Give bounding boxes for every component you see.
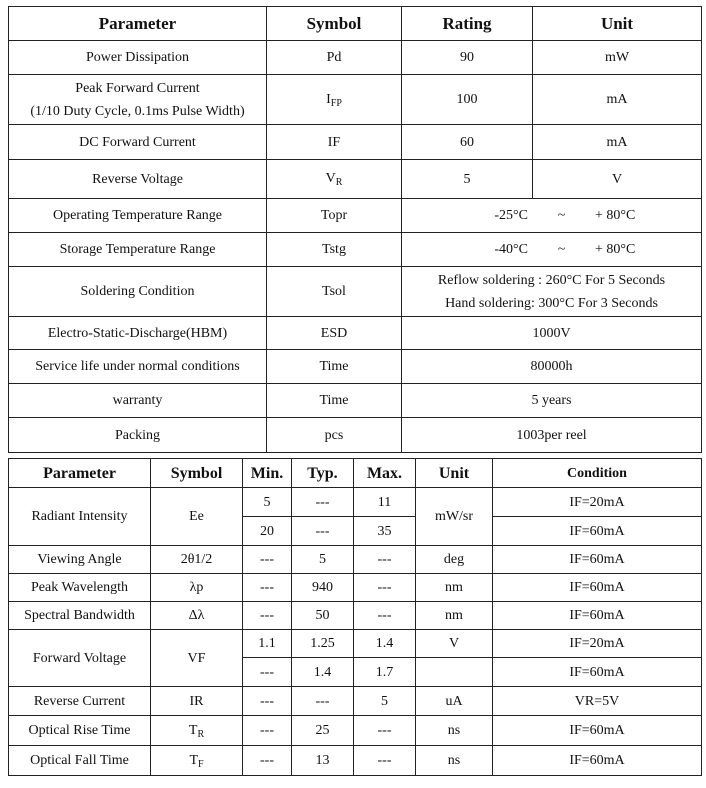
- symbol-main: T: [189, 752, 198, 768]
- table-row: [9, 267, 702, 317]
- symbol-cell: pcs: [267, 418, 402, 453]
- symbol-main: V: [325, 171, 336, 186]
- table-row: [9, 75, 702, 125]
- symbol-cell: [151, 746, 243, 776]
- header-max: Max.: [354, 459, 416, 488]
- param-line: (1/10 Duty Cycle, 0.1ms Pulse Width): [30, 103, 245, 119]
- unit-cell: nm: [416, 574, 493, 602]
- max-cell: 11: [354, 488, 416, 517]
- min-cell: 20: [243, 517, 292, 546]
- max-cell: 1.7: [354, 658, 416, 687]
- max-cell: 5: [354, 687, 416, 716]
- min-cell: 1.1: [243, 630, 292, 658]
- symbol-cell: Time: [267, 384, 402, 418]
- rating-cell: 100: [402, 75, 533, 125]
- typ-cell: 13: [292, 746, 354, 776]
- header-symbol: Symbol: [151, 459, 243, 488]
- max-cell: ---: [354, 716, 416, 746]
- symbol-cell: Tstg: [267, 233, 402, 267]
- condition-cell: IF=60mA: [493, 546, 702, 574]
- param-cell: Storage Temperature Range: [9, 233, 267, 267]
- symbol-cell: Ee: [151, 488, 243, 546]
- unit-cell: mA: [533, 75, 702, 125]
- param-cell: Packing: [9, 418, 267, 453]
- header-parameter: Parameter: [9, 7, 267, 41]
- min-cell: ---: [243, 716, 292, 746]
- table-row: [9, 602, 702, 630]
- param-cell: Soldering Condition: [9, 267, 267, 317]
- table-row: [9, 160, 702, 199]
- param-cell: Electro-Static-Discharge(HBM): [9, 317, 267, 350]
- symbol-subscript: FP: [330, 97, 342, 109]
- typ-cell: ---: [292, 488, 354, 517]
- unit-cell: V: [533, 160, 702, 199]
- unit-cell: ns: [416, 716, 493, 746]
- symbol-cell: 2θ1/2: [151, 546, 243, 574]
- unit-cell: deg: [416, 546, 493, 574]
- value-cell: 80000h: [402, 350, 702, 384]
- typ-cell: 25: [292, 716, 354, 746]
- param-cell: Optical Rise Time: [9, 716, 151, 746]
- min-cell: ---: [243, 574, 292, 602]
- table-row: [9, 630, 702, 658]
- symbol-subscript: R: [197, 728, 205, 740]
- table-header-row: [9, 7, 702, 41]
- unit-cell: [416, 658, 493, 687]
- unit-cell: V: [416, 630, 493, 658]
- unit-cell: nm: [416, 602, 493, 630]
- condition-cell: IF=60mA: [493, 658, 702, 687]
- header-typ: Typ.: [292, 459, 354, 488]
- symbol-subscript: F: [198, 758, 204, 770]
- table-row: [9, 574, 702, 602]
- table-row: [9, 41, 702, 75]
- max-cell: ---: [354, 746, 416, 776]
- max-cell: 1.4: [354, 630, 416, 658]
- param-cell: warranty: [9, 384, 267, 418]
- param-line: Peak Forward Current: [75, 80, 200, 96]
- max-cell: ---: [354, 602, 416, 630]
- max-cell: 35: [354, 517, 416, 546]
- table-row: [9, 233, 702, 267]
- table-row: [9, 125, 702, 160]
- symbol-cell: IR: [151, 687, 243, 716]
- symbol-cell: Δλ: [151, 602, 243, 630]
- symbol-cell: [267, 160, 402, 199]
- param-cell: Service life under normal conditions: [9, 350, 267, 384]
- header-condition: Condition: [493, 459, 702, 488]
- unit-cell: mA: [533, 125, 702, 160]
- optical-characteristics-table: [8, 458, 702, 776]
- unit-cell: mW/sr: [416, 488, 493, 546]
- typ-cell: 50: [292, 602, 354, 630]
- param-cell: Radiant Intensity: [9, 488, 151, 546]
- min-cell: ---: [243, 746, 292, 776]
- table-row: [9, 418, 702, 453]
- range-separator: ~: [557, 208, 566, 223]
- range-cell: [402, 199, 702, 233]
- param-cell: Reverse Voltage: [9, 160, 267, 199]
- param-cell: Peak Wavelength: [9, 574, 151, 602]
- max-cell: ---: [354, 546, 416, 574]
- min-cell: ---: [243, 546, 292, 574]
- symbol-cell: Pd: [267, 41, 402, 75]
- value-cell: 1000V: [402, 317, 702, 350]
- range-min: -40°C: [494, 242, 528, 257]
- table-row: [9, 350, 702, 384]
- condition-cell: IF=20mA: [493, 488, 702, 517]
- range-max: + 80°C: [595, 208, 636, 223]
- param-cell: Reverse Current: [9, 687, 151, 716]
- param-cell: Optical Fall Time: [9, 746, 151, 776]
- soldering-hand: Hand soldering: 300°C For 3 Seconds: [445, 295, 658, 311]
- condition-cell: IF=60mA: [493, 602, 702, 630]
- symbol-main: T: [188, 722, 198, 738]
- header-parameter: Parameter: [9, 459, 151, 488]
- table-row: [9, 746, 702, 776]
- absolute-ratings-table: [8, 6, 702, 453]
- param-cell: DC Forward Current: [9, 125, 267, 160]
- unit-cell: mW: [533, 41, 702, 75]
- header-symbol: Symbol: [267, 7, 402, 41]
- header-min: Min.: [243, 459, 292, 488]
- rating-cell: 5: [402, 160, 533, 199]
- min-cell: 5: [243, 488, 292, 517]
- symbol-cell: λp: [151, 574, 243, 602]
- table-row: [9, 716, 702, 746]
- param-cell: Viewing Angle: [9, 546, 151, 574]
- symbol-cell: [267, 75, 402, 125]
- param-cell: Power Dissipation: [9, 41, 267, 75]
- param-cell: [9, 75, 267, 125]
- soldering-reflow: Reflow soldering : 260°C For 5 Seconds: [437, 272, 666, 288]
- symbol-subscript: R: [335, 177, 343, 188]
- unit-cell: uA: [416, 687, 493, 716]
- min-cell: ---: [243, 602, 292, 630]
- param-cell: Spectral Bandwidth: [9, 602, 151, 630]
- param-cell: Forward Voltage: [9, 630, 151, 687]
- typ-cell: ---: [292, 517, 354, 546]
- range-cell: [402, 233, 702, 267]
- table-row: [9, 687, 702, 716]
- condition-cell: IF=60mA: [493, 716, 702, 746]
- value-cell: 1003per reel: [402, 418, 702, 453]
- range-min: -25°C: [494, 208, 528, 223]
- table-row: [9, 546, 702, 574]
- param-cell: Operating Temperature Range: [9, 199, 267, 233]
- header-unit: Unit: [416, 459, 493, 488]
- value-cell: 5 years: [402, 384, 702, 418]
- range-max: + 80°C: [595, 242, 636, 257]
- rating-cell: 90: [402, 41, 533, 75]
- header-rating: Rating: [402, 7, 533, 41]
- symbol-cell: Time: [267, 350, 402, 384]
- soldering-cell: [402, 267, 702, 317]
- symbol-main: I: [326, 91, 331, 107]
- condition-cell: IF=20mA: [493, 630, 702, 658]
- typ-cell: 1.25: [292, 630, 354, 658]
- symbol-cell: VF: [151, 630, 243, 687]
- min-cell: ---: [243, 687, 292, 716]
- symbol-cell: [151, 716, 243, 746]
- symbol-cell: ESD: [267, 317, 402, 350]
- condition-cell: IF=60mA: [493, 574, 702, 602]
- symbol-cell: Tsol: [267, 267, 402, 317]
- unit-cell: ns: [416, 746, 493, 776]
- typ-cell: ---: [292, 687, 354, 716]
- condition-cell: IF=60mA: [493, 517, 702, 546]
- typ-cell: 1.4: [292, 658, 354, 687]
- min-cell: ---: [243, 658, 292, 687]
- table-header-row: [9, 459, 702, 488]
- typ-cell: 5: [292, 546, 354, 574]
- table-row: [9, 199, 702, 233]
- symbol-cell: Topr: [267, 199, 402, 233]
- max-cell: ---: [354, 574, 416, 602]
- table-row: [9, 317, 702, 350]
- header-unit: Unit: [533, 7, 702, 41]
- condition-cell: VR=5V: [493, 687, 702, 716]
- table-row: [9, 384, 702, 418]
- symbol-cell: IF: [267, 125, 402, 160]
- table-row: [9, 488, 702, 517]
- rating-cell: 60: [402, 125, 533, 160]
- condition-cell: IF=60mA: [493, 746, 702, 776]
- range-separator: ~: [557, 242, 566, 257]
- typ-cell: 940: [292, 574, 354, 602]
